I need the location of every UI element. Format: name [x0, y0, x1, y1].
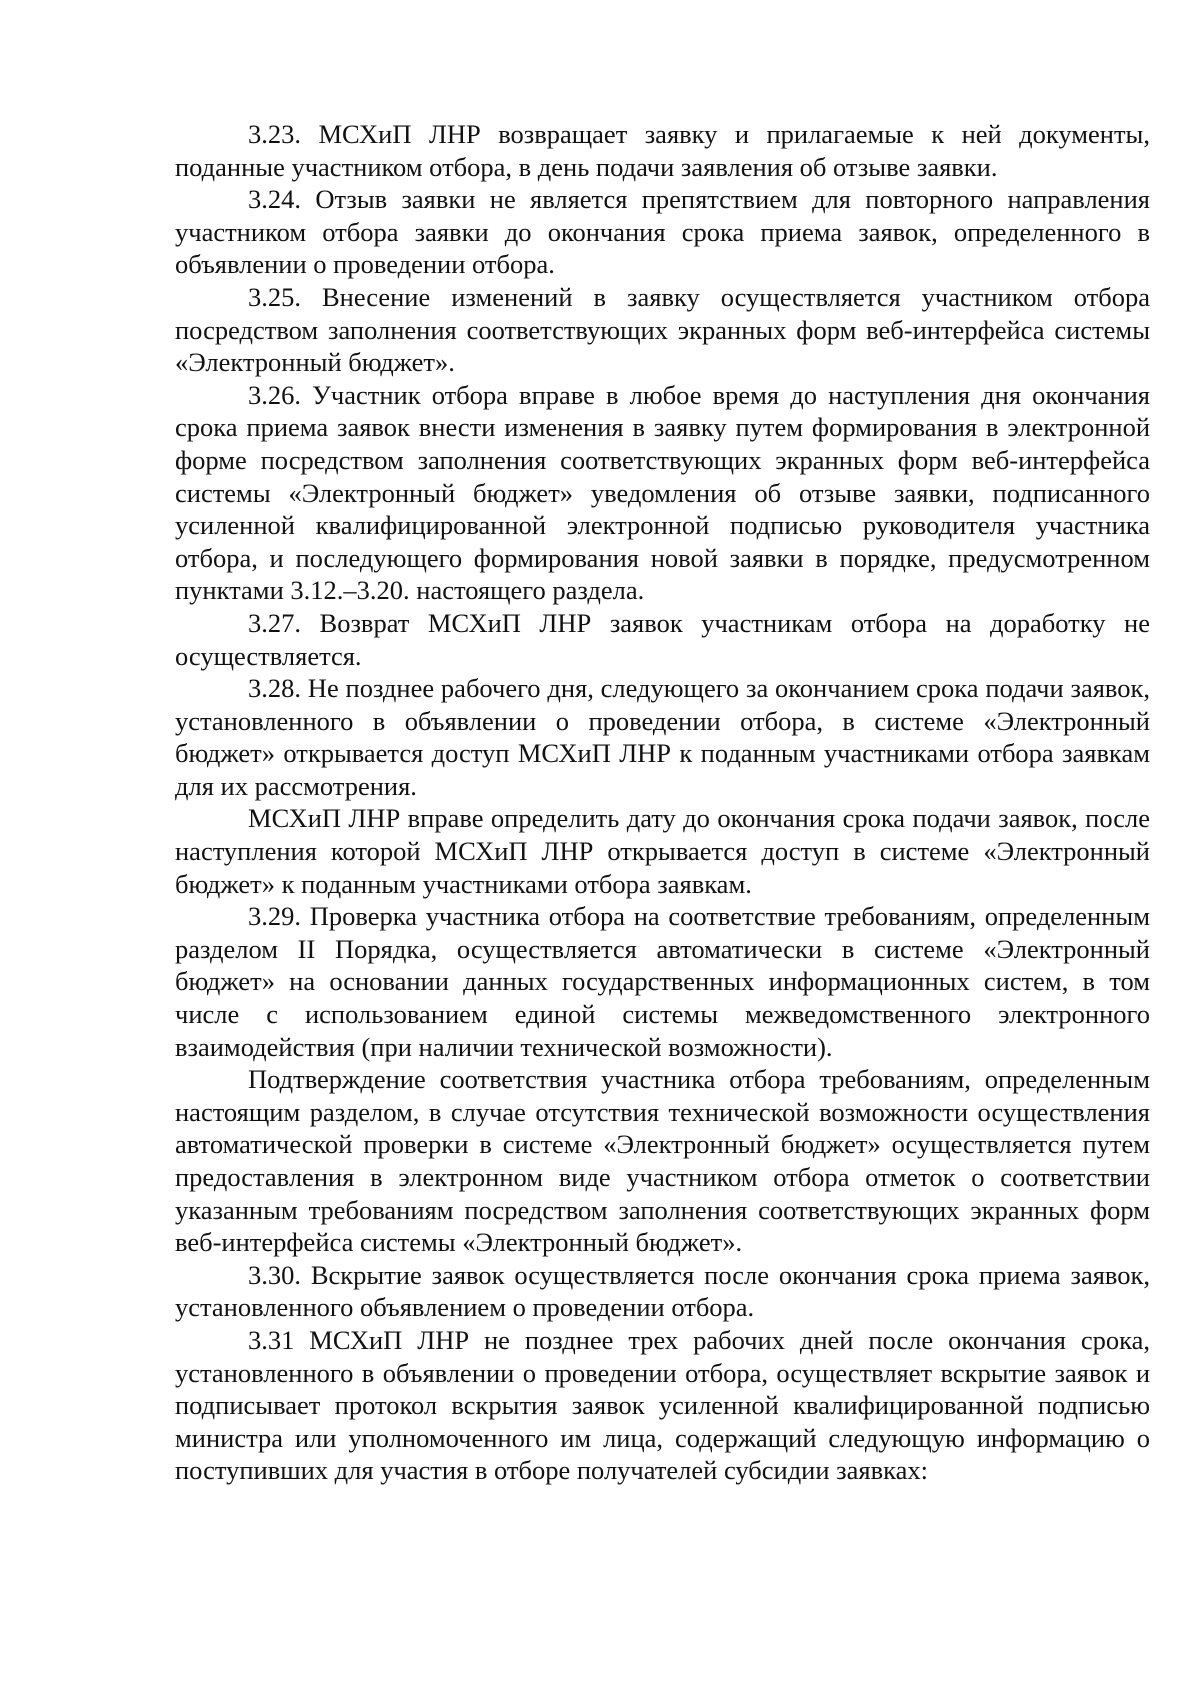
- paragraph-3-29: 3.29. Проверка участника отбора на соответствие требованиям, определенным разделом II Порядка, осуществляется автоматически в системе «Электронный бюджет» на основании данных государственных информационных систем, в том числе с использованием единой системы межведомственного электронного взаимодействия (при наличии технической возможности).: [175, 901, 1150, 1062]
- paragraph-3-24: 3.24. Отзыв заявки не является препятствием для повторного направления участником отбора заявки до окончания срока приема заявок, определенного в объявлении о проведении отбора.: [175, 184, 1150, 280]
- paragraph-3-29-continued: Подтверждение соответствия участника отбора требованиям, определенным настоящим разделом, в случае отсутствия технической возможности осуществления автоматической проверки в системе «Электронный бюджет» осуществляется путем предоставления в электронном виде участником отбора отметок о соответствии указанным требованиям посредством заполнения соответствующих экранных форм веб-интерфейса системы «Электронный бюджет».: [175, 1064, 1150, 1258]
- paragraph-3-28: 3.28. Не позднее рабочего дня, следующего за окончанием срока подачи заявок, установленного в объявлении о проведении отбора, в системе «Электронный бюджет» открывается доступ МСХиП ЛНР к поданным участниками отбора заявкам для их рассмотрения.: [175, 673, 1150, 801]
- paragraph-3-27: 3.27. Возврат МСХиП ЛНР заявок участникам отбора на доработку не осуществляется.: [175, 607, 1150, 671]
- paragraph-3-25: 3.25. Внесение изменений в заявку осуществляется участником отбора посредством заполнения соответствующих экранных форм веб-интерфейса системы «Электронный бюджет».: [175, 281, 1150, 378]
- paragraph-3-30: 3.30. Вскрытие заявок осуществляется после окончания срока приема заявок, установленного объявлением о проведении отбора.: [175, 1259, 1150, 1323]
- paragraph-3-31: 3.31 МСХиП ЛНР не позднее трех рабочих дней после окончания срока, установленного в объявлении о проведении отбора, осуществляет вскрытие заявок и подписывает протокол вскрытия заявок усиленной квалифицированной подписью министра или уполномоченного им лица, содержащий следующую информацию о поступивших для участия в отборе получателей субсидии заявках:: [175, 1324, 1150, 1486]
- paragraph-3-28-continued: МСХиП ЛНР вправе определить дату до окончания срока подачи заявок, после наступления которой МСХиП ЛНР открывается доступ в системе «Электронный бюджет» к поданным участниками отбора заявкам.: [175, 803, 1150, 899]
- paragraph-3-26: 3.26. Участник отбора вправе в любое время до наступления дня окончания срока приема заявок внести изменения в заявку путем формирования в электронной форме посредством заполнения соответствующих экранных форм веб-интерфейса системы «Электронный бюджет» уведомления об отзыве заявки, подписанного усиленной квалифицированной электронной подписью руководителя участника отбора, и последующего формирования новой заявки в порядке, предусмотренном пунктами 3.12.–3.20. настоящего раздела.: [175, 379, 1150, 606]
- document-page: [175, 118, 1150, 1487]
- paragraph-3-23: 3.23. МСХиП ЛНР возвращает заявку и прилагаемые к ней документы, поданные участником отбора, в день подачи заявления об отзыве заявки.: [175, 119, 1150, 182]
